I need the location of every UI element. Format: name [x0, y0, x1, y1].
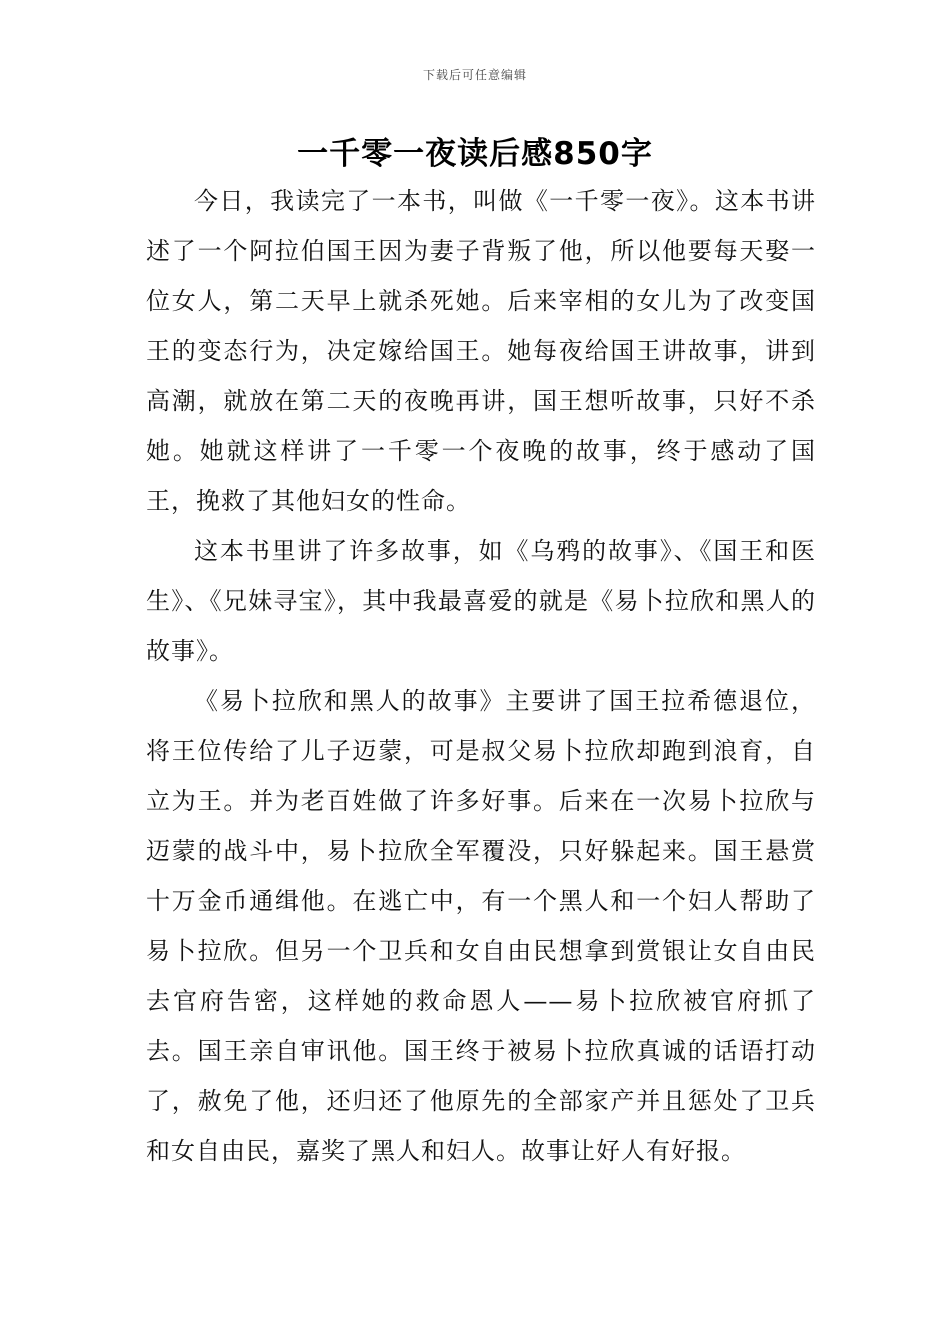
paragraph-3: 《易卜拉欣和黑人的故事》主要讲了国王拉希德退位，将王位传给了儿子迈蒙，可是叔父易卜拉欣却跑到浪育，自立为王。并为老百姓做了许多好事。后来在一次易卜拉欣与迈蒙的战斗中，易卜拉欣全军覆没，只好躲起来。国王悬赏十万金币通缉他。在逃亡中，有一个黑人和一个妇人帮助了易卜拉欣。但另一个卫兵和女自由民想拿到赏银让女自由民去官府告密，这样她的救命恩人——易卜拉欣被官府抓了去。国王亲自审讯他。国王终于被易卜拉欣真诚的话语打动了，赦免了他，还归还了他原先的全部家产并且惩处了卫兵和女自由民，嘉奖了黑人和妇人。故事让好人有好报。: [146, 687, 816, 1165]
paragraph-1: 今日，我读完了一本书，叫做《一千零一夜》。这本书讲述了一个阿拉伯国王因为妻子背叛了他，所以他要每天娶一位女人，第二天早上就杀死她。后来宰相的女儿为了改变国王的变态行为，决定嫁给国王。她每夜给国王讲故事，讲到高潮，就放在第二天的夜晚再讲，国王想听故事，只好不杀她。她就这样讲了一千零一个夜晚的故事，终于感动了国王，挽救了其他妇女的性命。: [146, 187, 816, 515]
document-title: 一千零一夜读后感850字: [297, 136, 653, 172]
document-body: [146, 176, 816, 1176]
paragraph-2: 这本书里讲了许多故事，如《乌鸦的故事》、《国王和医生》、《兄妹寻宝》，其中我最喜爱的就是《易卜拉欣和黑人的故事》。: [146, 537, 816, 665]
header-note: 下载后可任意编辑: [422, 68, 527, 82]
